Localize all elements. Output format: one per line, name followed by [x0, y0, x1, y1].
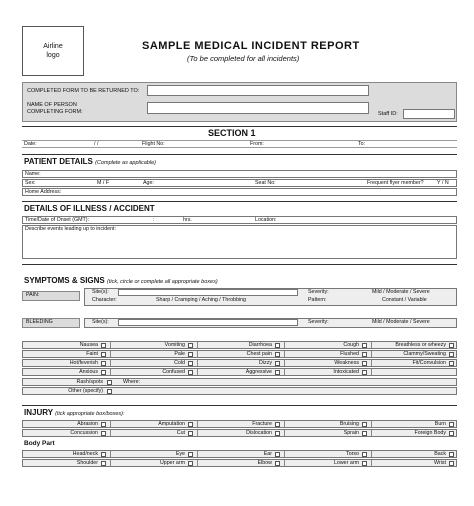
pain-severity-options[interactable]: Mild / Moderate / Severe — [372, 289, 430, 295]
symptoms-heading — [24, 276, 218, 285]
injury-checkbox[interactable] — [449, 422, 454, 427]
bodypart-label: Upper arm — [159, 460, 185, 466]
sign-checkbox[interactable] — [275, 361, 280, 366]
report-subtitle: (To be completed for all incidents) — [187, 54, 300, 63]
sign-label — [371, 369, 446, 375]
patient-note: (Complete as applicable) — [95, 160, 156, 166]
returned-to-label: COMPLETED FORM TO BE RETURNED TO: — [27, 88, 140, 94]
sign-checkbox[interactable] — [101, 361, 106, 366]
sign-label: Cough — [343, 342, 359, 348]
sign-checkbox[interactable] — [449, 361, 454, 366]
sign-checkbox[interactable] — [275, 370, 280, 375]
other-row — [22, 387, 457, 395]
sign-label: Confused — [162, 369, 185, 375]
bodypart-checkbox[interactable] — [449, 452, 454, 457]
pain-character-options[interactable]: Sharp / Cramping / Aching / Throbbing — [156, 297, 247, 303]
name-label: NAME OF PERSON COMPLETING FORM: — [27, 102, 83, 115]
pain-label: PAIN: — [26, 292, 40, 298]
date-label: Date: — [24, 141, 37, 147]
sign-checkbox[interactable] — [449, 352, 454, 357]
sign-label: Diarrhoea — [248, 342, 272, 348]
bodypart-label: Back — [434, 451, 446, 457]
describe-events-box[interactable] — [22, 225, 457, 259]
injury-checkbox[interactable] — [275, 422, 280, 427]
injury-label: Dislocation — [246, 430, 272, 436]
bodypart-label: Ear — [263, 451, 272, 457]
sign-checkbox[interactable] — [362, 343, 367, 348]
pain-sites-field[interactable] — [118, 289, 298, 296]
sign-checkbox[interactable] — [275, 352, 280, 357]
onset-row — [22, 216, 457, 224]
bodypart-label: Elbow — [257, 460, 272, 466]
frequent-flyer-options[interactable]: Y / N — [437, 180, 449, 186]
sign-row — [22, 359, 457, 367]
injury-label: Amputation — [158, 421, 185, 427]
from-label: From: — [250, 141, 264, 147]
sign-row — [22, 368, 457, 376]
injury-label: Foreign Body — [414, 430, 446, 436]
pain-severity-label: Severity: — [308, 289, 329, 295]
rash-row — [22, 378, 457, 386]
sign-label: Nausea — [79, 342, 98, 348]
bodypart-label: Head/neck — [72, 451, 98, 457]
injury-row — [22, 429, 457, 437]
injury-checkbox[interactable] — [275, 431, 280, 436]
bodypart-checkbox[interactable] — [275, 461, 280, 466]
seat-label: Seat No: — [255, 180, 276, 186]
injury-label: Cut — [176, 430, 185, 436]
injury-heading — [24, 408, 125, 417]
hrs-label: hrs. — [183, 217, 192, 223]
pain-character-label: Character: — [92, 297, 117, 303]
sign-label: Breathless or wheezy — [395, 342, 446, 348]
injury-label: Burn — [434, 421, 446, 427]
location-label: Location: — [255, 217, 277, 223]
sign-label: Weakness — [334, 360, 359, 366]
injury-label: Fracture — [252, 421, 272, 427]
bodypart-checkbox[interactable] — [449, 461, 454, 466]
sign-label: Fit/Convulsion — [412, 360, 446, 366]
bodypart-row — [22, 459, 457, 467]
staff-id-field[interactable] — [403, 109, 455, 119]
pain-block — [22, 288, 457, 306]
sign-checkbox[interactable] — [188, 352, 193, 357]
return-band — [22, 82, 457, 122]
patient-heading — [24, 157, 156, 166]
bodypart-label: Lower arm — [333, 460, 359, 466]
sign-checkbox[interactable] — [362, 352, 367, 357]
bodypart-heading: Body Part — [24, 440, 55, 447]
sex-options[interactable]: M / F — [97, 180, 110, 186]
patient-heading-text: PATIENT DETAILS — [24, 157, 93, 166]
airline-logo-placeholder: Airline logo — [22, 26, 84, 76]
sign-checkbox[interactable] — [101, 343, 106, 348]
injury-divider — [22, 405, 457, 406]
sign-label: Dizzy — [259, 360, 272, 366]
injury-label: Abrasion — [77, 421, 98, 427]
patient-name-label: Name: — [25, 171, 41, 177]
section-1-heading: SECTION 1 — [208, 128, 256, 138]
bleeding-severity-options[interactable]: Mild / Moderate / Severe — [372, 319, 430, 325]
where-label: Where: — [123, 379, 141, 385]
bodypart-label: Eye — [175, 451, 185, 457]
bodypart-row — [22, 450, 457, 458]
bleeding-label: BLEEDING — [26, 319, 53, 325]
returned-to-field[interactable] — [147, 85, 369, 96]
symptoms-heading-text: SYMPTOMS & SIGNS — [24, 276, 105, 285]
describe-events-label: Describe events leading up to incident: — [25, 226, 116, 232]
bodypart-checkbox[interactable] — [275, 452, 280, 457]
sign-checkbox[interactable] — [275, 343, 280, 348]
onset-label: Time/Date of Onset (GMT): — [25, 217, 89, 223]
sign-checkbox[interactable] — [449, 343, 454, 348]
sign-row — [22, 350, 457, 358]
flight-label: Flight No: — [142, 141, 165, 147]
bodypart-checkbox[interactable] — [362, 461, 367, 466]
injury-checkbox[interactable] — [362, 422, 367, 427]
sign-checkbox[interactable] — [362, 370, 367, 375]
injury-heading-text: INJURY — [24, 408, 53, 417]
bodypart-label: Torso — [346, 451, 359, 457]
illness-heading: DETAILS OF ILLNESS / ACCIDENT — [24, 204, 155, 213]
bodypart-checkbox[interactable] — [188, 461, 193, 466]
injury-checkbox[interactable] — [449, 431, 454, 436]
other-label: Other (specify) — [68, 388, 103, 394]
injury-checkbox[interactable] — [188, 431, 193, 436]
symptoms-note: (tick, circle or complete all appropriate boxes) — [107, 279, 218, 285]
sign-checkbox[interactable] — [101, 352, 106, 357]
sign-checkbox[interactable] — [188, 361, 193, 366]
sign-checkbox[interactable] — [188, 343, 193, 348]
bleeding-severity-label: Severity: — [308, 319, 329, 325]
sign-label: Vomiting — [164, 342, 185, 348]
incident-report-page — [12, 18, 462, 498]
sign-checkbox[interactable] — [362, 361, 367, 366]
pain-pattern-label: Pattern: — [308, 297, 327, 303]
date-separators: / / — [94, 141, 99, 147]
frequent-flyer-label: Frequent flyer member? — [367, 180, 424, 186]
bodypart-label: Wrist — [434, 460, 446, 466]
to-label: To: — [358, 141, 366, 147]
staff-id-label: Staff ID: — [378, 111, 398, 117]
section-1-divider — [22, 126, 457, 127]
home-address-label: Home Address: — [25, 189, 62, 195]
report-title: SAMPLE MEDICAL INCIDENT REPORT — [142, 40, 360, 52]
bleeding-block — [22, 318, 457, 328]
pain-pattern-options[interactable]: Constant / Variable — [382, 297, 427, 303]
sign-label: Anxious — [79, 369, 98, 375]
injury-label: Concussion — [70, 430, 98, 436]
injury-checkbox[interactable] — [101, 422, 106, 427]
rash-label: Rash/spots — [76, 379, 103, 385]
patient-divider — [22, 154, 457, 155]
patient-sex-row — [22, 179, 457, 187]
sign-label: Chest pain — [246, 351, 272, 357]
injury-label: Sprain — [343, 430, 359, 436]
injury-note: (tick appropriate box/boxes): — [55, 411, 125, 417]
sign-label: Hot/feverish — [69, 360, 98, 366]
home-address-row — [22, 188, 457, 196]
other-checkbox[interactable] — [107, 389, 112, 394]
bodypart-checkbox[interactable] — [101, 461, 106, 466]
injury-checkbox[interactable] — [362, 431, 367, 436]
bodypart-checkbox[interactable] — [362, 452, 367, 457]
sex-label: Sex: — [25, 180, 36, 186]
sign-label: Flushed — [340, 351, 359, 357]
rash-checkbox[interactable] — [107, 380, 112, 385]
sign-row — [22, 341, 457, 349]
sign-label: Clammy/Sweating — [403, 351, 446, 357]
bodypart-checkbox[interactable] — [101, 452, 106, 457]
injury-row — [22, 420, 457, 428]
sign-label: Cold — [174, 360, 185, 366]
name-field[interactable] — [147, 102, 369, 114]
onset-separator: : — [153, 217, 155, 223]
bleeding-sites-field[interactable] — [118, 319, 298, 326]
bodypart-checkbox[interactable] — [188, 452, 193, 457]
patient-name-row — [22, 170, 457, 178]
flight-row — [22, 140, 457, 148]
injury-label: Bruising — [339, 421, 359, 427]
symptoms-divider — [22, 264, 457, 265]
bodypart-label: Shoulder — [76, 460, 98, 466]
bleeding-sites-label: Site(s): — [92, 319, 109, 325]
sign-checkbox[interactable] — [101, 370, 106, 375]
age-label: Age: — [143, 180, 154, 186]
sign-label: Intoxicated — [333, 369, 359, 375]
sign-label: Faint — [86, 351, 98, 357]
illness-divider — [22, 201, 457, 202]
sign-checkbox[interactable] — [188, 370, 193, 375]
injury-checkbox[interactable] — [101, 431, 106, 436]
injury-checkbox[interactable] — [188, 422, 193, 427]
sign-label: Aggressive — [245, 369, 272, 375]
sign-label: Pale — [174, 351, 185, 357]
pain-sites-label: Site(s): — [92, 289, 109, 295]
